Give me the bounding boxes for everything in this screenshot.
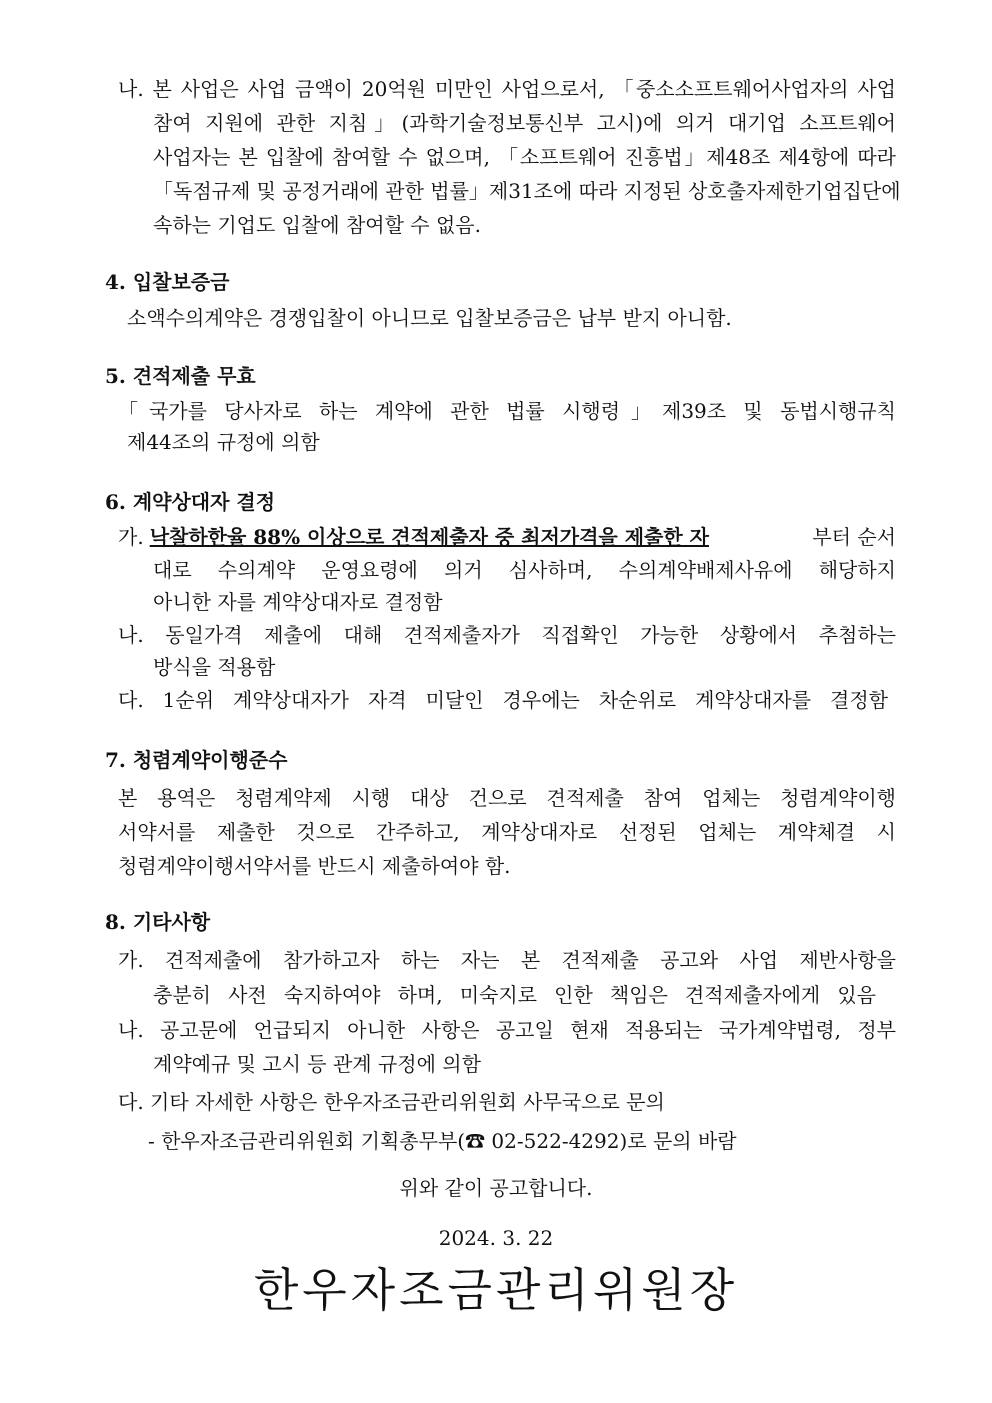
section4-title: 4. 입찰보증금 <box>105 270 230 294</box>
sec3-na-line-3: 사업자는 본 입찰에 참여할 수 없으며, 「소프트웨어 진흥법」제48조 제4항에 따라 <box>153 145 896 169</box>
section7-line-2: 서약서를 제출한 것으로 간주하고, 계약상대자로 선정된 업체는 계약체결 시 <box>118 820 896 844</box>
phone-icon: ☎ <box>465 1129 486 1153</box>
section6-ga-line-2: 대로 수의계약 운영요령에 의거 심사하며, 수의계약배제사유에 해당하지 <box>153 558 896 582</box>
section8-ga-line-1: 가. 견적제출에 참가하고자 하는 자는 본 견적제출 공고와 사업 제반사항을 <box>118 948 896 972</box>
sec3-na-line-1: 나. 본 사업은 사업 금액이 20억원 미만인 사업으로서, 「중소소프트웨어사업자의 사업 <box>118 77 896 101</box>
sec3-na-line-5: 속하는 기업도 입찰에 참여할 수 없음. <box>153 213 481 237</box>
sec3-na-line-4: 「독점규제 및 공정거래에 관한 법률」제31조에 따라 지정된 상호출자제한기업집단에 <box>153 179 901 203</box>
section6-ga-prefix: 가. <box>118 525 144 549</box>
signature-title: 한우자조금관리위원장 <box>253 1263 739 1317</box>
section6-da: 다. 1순위 계약상대자가 자격 미달인 경우에는 차순위로 계약상대자를 결정함 <box>118 688 888 712</box>
sec3-na-line-2: 참여 지원에 관한 지침」(과학기술정보통신부 고시)에 의거 대기업 소프트웨어 <box>153 111 896 135</box>
section6-na-line-1: 나. 동일가격 제출에 대해 견적제출자가 직접확인 가능한 상황에서 추첨하는 <box>118 623 896 647</box>
section8-ga-line-2: 충분히 사전 숙지하여야 하며, 미숙지로 인한 책임은 견적제출자에게 있음 <box>153 983 876 1007</box>
closing-statement: 위와 같이 공고합니다. <box>399 1176 593 1200</box>
section4-body: 소액수의계약은 경쟁입찰이 아니므로 입찰보증금은 납부 받지 아니함. <box>127 306 732 330</box>
section8-title: 8. 기타사항 <box>105 910 211 934</box>
contact-prefix: - 한우자조금관리위원회 기획총무부( <box>148 1129 466 1153</box>
section5-title: 5. 견적제출 무효 <box>105 364 256 388</box>
section7-line-3: 청렴계약이행서약서를 반드시 제출하여야 함. <box>118 854 511 878</box>
section5-line-1: 「국가를 당사자로 하는 계약에 관한 법률 시행령」제39조 및 동법시행규칙 <box>118 399 896 423</box>
section6-na-line-2: 방식을 적용함 <box>153 655 276 679</box>
section6-ga-line-1 <box>118 523 896 551</box>
section8-contact <box>148 1127 737 1155</box>
section7-title: 7. 청렴계약이행준수 <box>105 748 288 772</box>
section5-line-2: 제44조의 규정에 의함 <box>127 430 320 454</box>
section8-na-line-2: 계약예규 및 고시 등 관계 규정에 의함 <box>153 1052 481 1076</box>
section7-line-1: 본 용역은 청렴계약제 시행 대상 건으로 견적제출 참여 업체는 청렴계약이행 <box>118 786 896 810</box>
section6-ga-rest: 부터 순서 <box>812 525 896 549</box>
section6-title: 6. 계약상대자 결정 <box>105 490 276 514</box>
contact-phone: 02-522-4292)로 문의 바람 <box>485 1129 737 1153</box>
section6-ga-emphasis: 낙찰하한율 88% 이상으로 견적제출자 중 최저가격을 제출한 자 <box>149 525 709 549</box>
closing-date: 2024. 3. 22 <box>438 1226 554 1250</box>
section8-na-line-1: 나. 공고문에 언급되지 아니한 사항은 공고일 현재 적용되는 국가계약법령, 정부 <box>118 1018 896 1042</box>
section6-ga-line-3: 아니한 자를 계약상대자로 결정함 <box>153 590 443 614</box>
section8-da: 다. 기타 자세한 사항은 한우자조금관리위원회 사무국으로 문의 <box>118 1090 665 1114</box>
